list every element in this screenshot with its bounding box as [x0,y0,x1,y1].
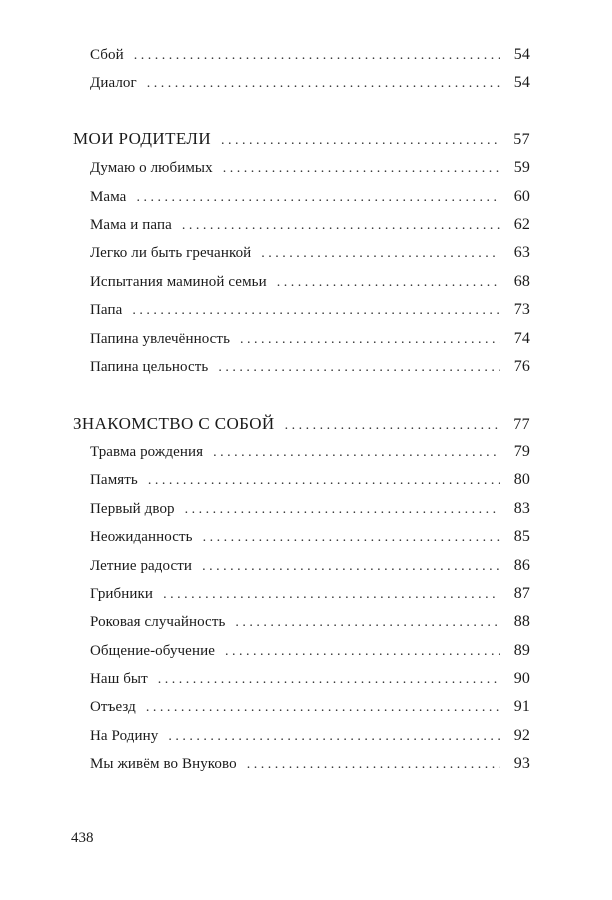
toc-entry [90,727,530,745]
toc-entry-title: Наш быт [90,671,148,687]
dot-leader [285,418,500,434]
toc-entry-title: Травма рождения [90,444,204,460]
toc-entry-title: Общение-обучение [90,643,215,659]
toc-entry-page: 54 [513,74,530,91]
toc-section-page: 77 [513,416,530,433]
dot-leader [132,303,500,319]
toc-entry-title: Мы живём во Внуково [90,756,237,772]
toc-entry-page: 88 [513,613,530,630]
toc-entry-page: 79 [513,443,530,460]
toc-entry-page: 91 [513,698,530,715]
dot-leader [221,133,500,149]
dot-leader [147,76,500,92]
toc-entry [90,528,530,546]
dot-leader [235,615,500,631]
toc-entry [90,330,530,348]
toc-entry [90,471,530,489]
toc-entry-page: 90 [513,670,530,687]
toc-entry-page: 85 [513,528,530,545]
dot-leader [218,360,500,376]
toc-entry-title: Диалог [90,75,137,91]
toc-entry-title: Мама и папа [90,217,172,233]
dot-leader [148,473,500,489]
dot-leader [202,559,500,575]
toc-entry [90,698,530,716]
toc-entry-page: 74 [513,330,530,347]
toc-entry-page: 54 [513,46,530,63]
dot-leader [240,332,500,348]
toc-entry-page: 62 [513,216,530,233]
toc-entry-title: Грибники [90,586,154,602]
toc-section-title: МОИ РОДИТЕЛИ [73,129,212,148]
dot-leader [134,48,500,64]
toc-entry [90,74,530,92]
toc-entry-page: 83 [513,500,530,517]
toc-section-heading [73,414,530,434]
toc-entry-page: 68 [513,273,530,290]
toc-entry [90,443,530,461]
toc-entry-page: 60 [513,188,530,205]
toc-entry-title: Первый двор [90,501,175,517]
toc-section-heading [73,129,530,149]
toc-entry-title: Неожиданность [90,529,193,545]
toc-entry [90,46,530,64]
toc-entry-title: Память [90,472,138,488]
dot-leader [146,700,500,716]
toc-entry-page: 93 [513,755,530,772]
toc-entry [90,670,530,688]
toc-entry [90,755,530,773]
dot-leader [203,530,500,546]
dot-leader [213,445,500,461]
toc-section-page: 57 [513,131,530,148]
page-number: 438 [71,830,94,846]
dot-leader [247,757,500,773]
dot-leader [136,190,500,206]
toc-entry-title: Думаю о любимых [90,160,213,176]
toc-entry-title: Летние радости [90,558,193,574]
toc-entry-title: Сбой [90,47,124,63]
toc-entry-title: Испытания маминой семьи [90,274,267,290]
toc-entry-title: Папина цельность [90,359,209,375]
dot-leader [158,672,500,688]
toc-entry [90,500,530,518]
toc-entry [90,642,530,660]
toc-entry [90,557,530,575]
toc-entry-title: Отъезд [90,699,136,715]
toc-entry [90,159,530,177]
toc-entry-title: Папа [90,302,123,318]
toc-section-title: ЗНАКОМСТВО С СОБОЙ [73,414,275,433]
toc-entry-title: Роковая случайность [90,614,226,630]
dot-leader [223,161,500,177]
toc-entry [90,358,530,376]
dot-leader [261,246,500,262]
toc-entry-page: 86 [513,557,530,574]
toc-entry-page: 73 [513,301,530,318]
dot-leader [168,729,500,745]
toc-entry-page: 80 [513,471,530,488]
toc-entry-page: 89 [513,642,530,659]
dot-leader [163,587,500,603]
dot-leader [185,502,500,518]
toc-entry-title: Легко ли быть гречанкой [90,245,252,261]
toc-entry [90,273,530,291]
toc-entry-page: 63 [513,244,530,261]
dot-leader [182,218,500,234]
toc-entry-title: На Родину [90,728,159,744]
dot-leader [277,275,500,291]
toc-entry [90,188,530,206]
toc-entry [90,244,530,262]
toc-entry [90,613,530,631]
toc-entry-page: 76 [513,358,530,375]
toc-entry-page: 92 [513,727,530,744]
toc-entry [90,216,530,234]
toc-entry-title: Папина увлечённость [90,331,231,347]
toc-entry-page: 59 [513,159,530,176]
toc-entry [90,585,530,603]
toc-entry [90,301,530,319]
toc-entry-title: Мама [90,189,127,205]
dot-leader [225,644,500,660]
toc-entry-page: 87 [513,585,530,602]
